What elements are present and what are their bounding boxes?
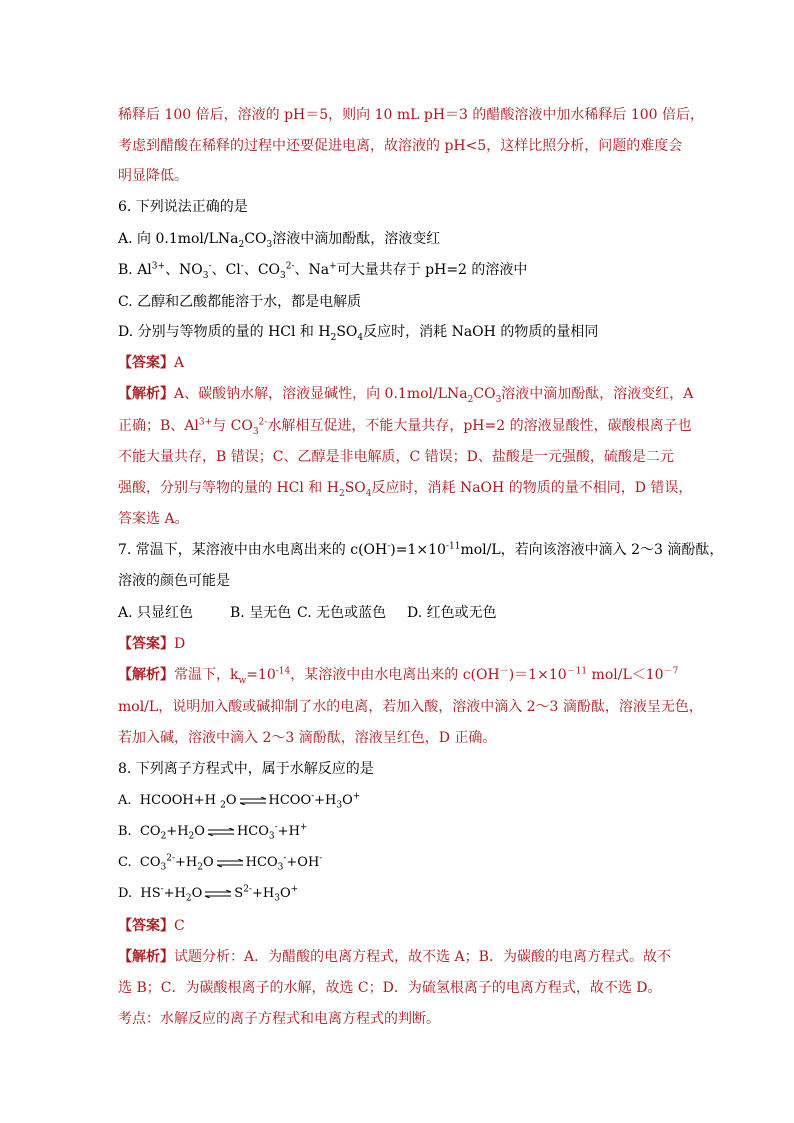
q6-analysis-line2: 正确；B、$Al^{3+}$与 $CO_3^{2-}$水解相互促进，不能大量共存，pH=2 的溶液显酸性，碳酸根离子也: [118, 417, 692, 437]
q6-option-a-post: 溶液中滴加酚酞，溶液变红: [272, 231, 441, 247]
q6-stem: 6. 下列说法正确的是: [118, 199, 248, 215]
q6-option-c: C. 乙醇和乙酸都能溶于水，都是电解质: [118, 294, 362, 310]
q6-analysis-text: A、碳酸钠水解，溶液显碱性，向 0.1mol/LNa: [174, 386, 468, 402]
q8-option-label: D.: [118, 886, 133, 901]
q6-analysis-label: 【解析】: [118, 386, 174, 402]
q7-analysis-text: ，某溶液中由水电离出来的 c(OH: [290, 667, 500, 683]
q7-option-d: D. 红色或无色: [407, 605, 497, 621]
q6-analysis-text: 反应时，消耗 NaOH 的物质的量不相同，D 错误，: [371, 480, 693, 496]
q6-analysis-text: 强酸，分别与等物的量的 HCl 和 H: [118, 480, 339, 496]
q8-answer-label: 【答案】: [118, 918, 174, 934]
q8-option-d: D. $HS^-+H_2O$ $S^{2-}+H_3O^+$: [118, 884, 299, 904]
q8-analysis-line2: 选 B；C．为碳酸根离子的水解，故选 C；D．为硫氢根离子的电离方程式，故不选 D。: [118, 980, 662, 996]
equilibrium-arrow-icon: [239, 797, 267, 805]
q6-option-d-pre: D. 分别与等物质的量的 HCl 和 H: [118, 324, 331, 340]
q8-stem: 8. 下列离子方程式中，属于水解反应的是: [118, 761, 374, 777]
q6-option-d: D. 分别与等物质的量的 HCl 和 $H_2SO_4$反应时，消耗 NaOH 的物质的量相同: [118, 324, 599, 343]
q8-option-a: A. HCOOH+H $_2$O $HCOO^-+H_3O^+$: [118, 791, 361, 811]
q7-analysis-text: mol/L＜10: [587, 667, 664, 683]
q7-option-c: C. 无色或蓝色: [297, 605, 387, 621]
q7-option-b: B. 呈无色: [230, 605, 292, 621]
q6-answer-value: A: [174, 355, 185, 371]
q8-option-label: A.: [118, 793, 132, 808]
q8-analysis-label: 【解析】: [118, 949, 174, 965]
q7-analysis-text: =10: [246, 667, 276, 683]
q6-analysis-text: 溶液中滴加酚酞，溶液变红，A: [501, 386, 694, 402]
q6-analysis-line3: 不能大量共存，B 错误；C、乙醇是非电解质，C 错误；D、盐酸是一元强酸，硫酸是二元: [118, 449, 674, 465]
q8-option-c: C. $CO_3^{2-}+H_2O$ $HCO_3^-+OH^-$: [118, 853, 323, 873]
prev-explanation-line2: 考虑到醋酸在稀释的过程中还要促进电离，故溶液的 pH<5，这样比照分析，问题的难度会: [118, 138, 683, 154]
q7-analysis-text: 常温下，k: [174, 667, 239, 683]
q7-stem-text: )=1×10: [390, 542, 446, 558]
q8-option-b: B. $CO_2+H_2O$ $HCO_3^-+H^+$: [118, 822, 308, 842]
q7-analysis-line2: mol/L，说明加入酸或碱抑制了水的电离，若加入酸，溶液中滴入 2～3 滴酚酞，溶液呈无色，: [118, 699, 703, 715]
q8-analysis-line1: [118, 947, 671, 967]
q7-answer-label: 【答案】: [118, 636, 174, 652]
q6-analysis-text: 正确；B、Al: [118, 418, 199, 434]
q8-option-label: C.: [118, 855, 132, 870]
q7-stem-text: mol/L，若向该溶液中滴入 2～3 滴酚酞，: [460, 542, 724, 558]
q6-option-b-text: 可大量共存于 pH=2 的溶液中: [336, 262, 528, 278]
q7-analysis-line3: 若加入碱，溶液中滴入 2～3 滴酚酞，溶液呈红色，D 正确。: [118, 730, 497, 746]
q6-option-a-pre: A. 向 0.1mol/LNa: [118, 231, 239, 247]
q8-answer-value: C: [174, 918, 185, 934]
q6-analysis-line5: 答案选 A。: [118, 511, 189, 527]
q7-option-a: A. 只显红色: [118, 605, 194, 621]
q7-analysis-text: )＝1×10: [508, 667, 567, 683]
equilibrium-arrow-icon: [216, 859, 244, 867]
q7-answer: [118, 634, 185, 654]
q7-options: [118, 603, 497, 623]
q6-analysis-line1: 【解析】A、碳酸钠水解，溶液显碱性，向 $0.1mol/LNa_2CO_3$溶液中滴加酚酞，溶液变红，A: [118, 386, 694, 405]
q8-kaodian: 考点：水解反应的离子方程式和电离方程式的判断。: [118, 1011, 440, 1027]
q6-analysis-text: 水解相互促进，不能大量共存，pH=2 的溶液显酸性，碳酸根离子也: [267, 418, 692, 434]
equilibrium-arrow-icon: [207, 828, 235, 836]
q8-option-label: B.: [118, 824, 132, 839]
q6-analysis-line4: 强酸，分别与等物的量的 HCl 和 $H_2SO_4$反应时，消耗 NaOH 的物质的量不相同，D 错误，: [118, 480, 693, 499]
q7-stem-line2: 溶液的颜色可能是: [118, 573, 230, 589]
q6-answer: [118, 353, 184, 373]
q7-analysis-label: 【解析】: [118, 667, 174, 683]
q6-option-d-post: 反应时，消耗 NaOH 的物质的量相同: [363, 324, 599, 340]
q7-stem-line1: 7. 常温下，某溶液中由水电离出来的 $c(OH^-)=1\times 10^{-11}mol/L$，若向该溶液中滴入 2～3 滴酚酞，: [118, 541, 724, 558]
q7-answer-value: D: [174, 636, 186, 652]
q6-analysis-text: 与 CO: [212, 418, 253, 434]
q6-answer-label: 【答案】: [118, 355, 174, 371]
q6-option-a: A. 向 $0.1mol/LNa_2CO_3$溶液中滴加酚酞，溶液变红: [118, 231, 441, 250]
q8-analysis-text: 试题分析：A．为醋酸的电离方程式，故不选 A；B．为碳酸的电离方程式。故不: [174, 949, 671, 965]
q8-answer: [118, 916, 185, 936]
q6-option-b: B. $Al^{3+}$、$NO_3^-$、Cl-、$CO_3^{2-}$、Na+可大量共存于 pH=2 的溶液中: [118, 261, 528, 281]
equilibrium-arrow-icon: [204, 890, 232, 898]
q7-stem-text: 7. 常温下，某溶液中由水电离出来的 c(OH: [118, 542, 388, 558]
q7-analysis-line1: 【解析】常温下，$k_w=10^{-14}$，某溶液中由水电离出来的 $c(OH^-)=1\times 10^{-11}$ mol/$L<10^{-7}$: [118, 666, 679, 686]
prev-explanation-line1: 稀释后 100 倍后，溶液的 pH＝5，则向 10 mL pH＝3 的醋酸溶液中加水稀释后 100 倍后，: [118, 107, 705, 123]
prev-explanation-line3: 明显降低。: [118, 168, 188, 184]
